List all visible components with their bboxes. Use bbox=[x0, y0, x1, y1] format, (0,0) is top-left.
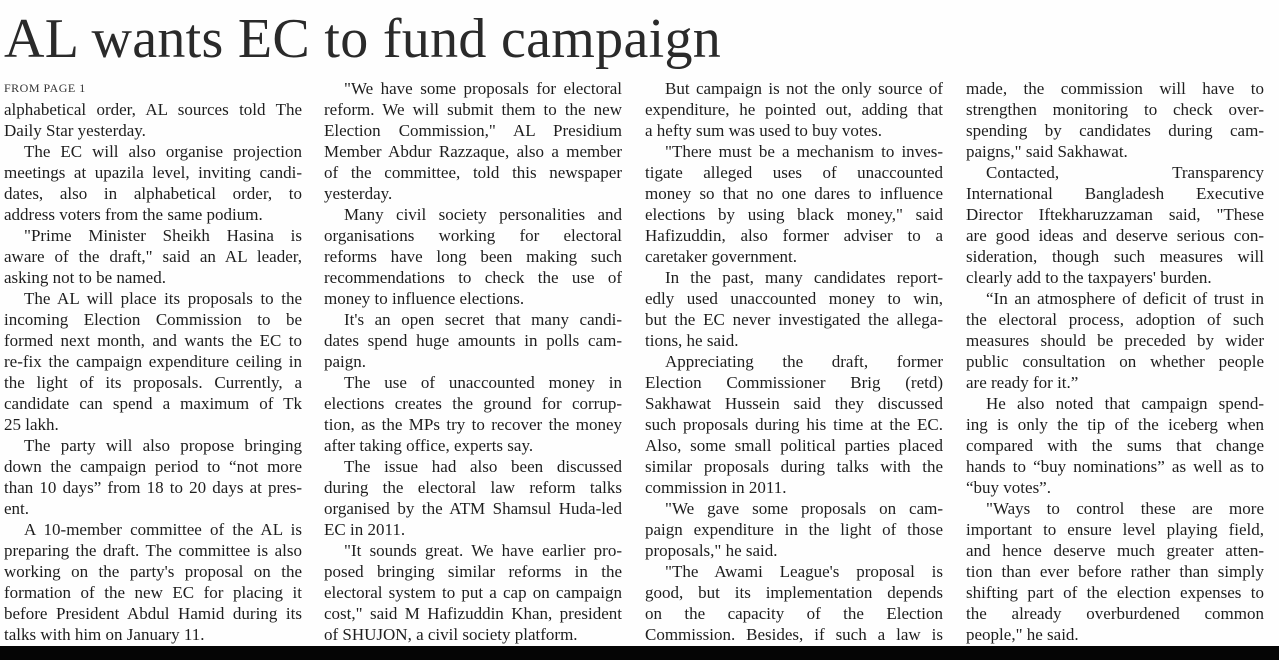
article-line: "Ways to control these are more bbox=[986, 499, 1264, 518]
article-line: paigns," said Sakhawat. bbox=[966, 142, 1128, 161]
article-line: talks with him on January 11. bbox=[4, 625, 205, 644]
article-line: paign expenditure in the light of those bbox=[645, 520, 943, 539]
article-line: elections creates the ground for corrup- bbox=[324, 394, 622, 413]
article-line: Commission. Besides, if such a law is bbox=[645, 625, 943, 644]
article-line: are ready for it.” bbox=[966, 373, 1079, 392]
article-line: He also noted that campaign spend- bbox=[986, 394, 1264, 413]
article-line: before President Abdul Hamid during its bbox=[4, 604, 302, 623]
article-line: dates, also in alphabetical order, to bbox=[4, 184, 302, 203]
article-line: shifting part of the election expenses to bbox=[966, 583, 1264, 602]
article-line: The party will also propose bringing bbox=[24, 436, 302, 455]
article-line: 25 lakh. bbox=[4, 415, 59, 434]
article-line: ing is only the tip of the iceberg when bbox=[966, 415, 1264, 434]
article-column-4 bbox=[966, 78, 1264, 646]
article-line: Member Abdur Razzaque, also a member bbox=[324, 142, 622, 161]
article-line: clearly add to the taxpayers' burden. bbox=[966, 268, 1212, 287]
article-line: the already overburdened common bbox=[966, 604, 1264, 623]
article-line: "There must be a mechanism to inves- bbox=[665, 142, 943, 161]
article-line: working on the party's proposal on the bbox=[4, 562, 302, 581]
article-line: "The Awami League's proposal is bbox=[665, 562, 943, 581]
article-line: important to ensure level playing field, bbox=[966, 520, 1264, 539]
article-line: alphabetical order, AL sources told The bbox=[4, 100, 302, 119]
article-line: elections by using black money," said bbox=[645, 205, 943, 224]
article-line: reform. We will submit them to the new bbox=[324, 100, 622, 119]
article-column-1 bbox=[4, 78, 302, 646]
article-line: such proposals during his time at the EC. bbox=[645, 415, 943, 434]
article-line: money to influence elections. bbox=[324, 289, 525, 308]
article-line: Appreciating the draft, former bbox=[665, 352, 943, 371]
article-line: tion than ever before rather than simply bbox=[966, 562, 1264, 581]
article-line: caretaker government. bbox=[645, 247, 797, 266]
article-line: of SHUJON, a civil society platform. bbox=[324, 625, 578, 644]
article-line: candidate can spend a maximum of Tk bbox=[4, 394, 302, 413]
article-line: electoral system to put a cap on campaign bbox=[324, 583, 622, 602]
article-line: than 10 days” from 18 to 20 days at pres- bbox=[4, 478, 302, 497]
article-line: public consultation on whether people bbox=[966, 352, 1264, 371]
article-line: "Prime Minister Sheikh Hasina is bbox=[24, 226, 302, 245]
article-line: The EC will also organise projection bbox=[24, 142, 302, 161]
article-line: are good ideas and deserve serious con- bbox=[966, 226, 1264, 245]
article-line: but the EC never investigated the allega- bbox=[645, 310, 943, 329]
article-line: recommendations to check the use of bbox=[324, 268, 622, 287]
article-line: after taking office, experts say. bbox=[324, 436, 534, 455]
article-line: Many civil society personalities and bbox=[344, 205, 622, 224]
article-line: sideration, though such measures will bbox=[966, 247, 1264, 266]
article-line: EC in 2011. bbox=[324, 520, 406, 539]
article-line: International Bangladesh Executive bbox=[966, 184, 1264, 203]
article-line: dates spend huge amounts in polls cam- bbox=[324, 331, 622, 350]
article-line: the light of its proposals. Currently, a bbox=[4, 373, 302, 392]
article-line: But campaign is not the only source of bbox=[665, 79, 943, 98]
article-line: Also, some small political parties placed bbox=[645, 436, 943, 455]
article-line: preparing the draft. The committee is also bbox=[4, 541, 302, 560]
column-1-text bbox=[4, 99, 302, 645]
article-line: on the capacity of the Election bbox=[645, 604, 943, 623]
article-line: down the campaign period to “not more bbox=[4, 457, 302, 476]
article-line: cost," said M Hafizuddin Khan, president bbox=[324, 604, 622, 623]
article-line: people," he said. bbox=[966, 625, 1079, 644]
article-line: hands to “buy nominations” as well as to bbox=[966, 457, 1264, 476]
article-line: ent. bbox=[4, 499, 30, 518]
article-line: tigate alleged uses of unaccounted bbox=[645, 163, 943, 182]
article-line: Hafizuddin, also former adviser to a bbox=[645, 226, 943, 245]
article-line: "We gave some proposals on cam- bbox=[665, 499, 943, 518]
article-line: organisations working for electoral bbox=[324, 226, 622, 245]
article-line: It's an open secret that many candi- bbox=[344, 310, 622, 329]
article-column-2 bbox=[324, 78, 622, 646]
article-line: paign. bbox=[324, 352, 367, 371]
article-line: compared with the sums that change bbox=[966, 436, 1264, 455]
article-line: The issue had also been discussed bbox=[344, 457, 622, 476]
article-line: money so that no one dares to influence bbox=[645, 184, 943, 203]
article-line: expenditure, he pointed out, adding that bbox=[645, 100, 943, 119]
article-line: address voters from the same podium. bbox=[4, 205, 263, 224]
article-line: Sakhawat Hussein said they discussed bbox=[645, 394, 943, 413]
scan-bottom-edge bbox=[0, 646, 1279, 660]
article-line: organised by the ATM Shamsul Huda-led bbox=[324, 499, 622, 518]
article-line: made, the commission will have to bbox=[966, 79, 1264, 98]
article-line: reforms have long been making such bbox=[324, 247, 622, 266]
article-line: formation of the new EC for placing it bbox=[4, 583, 302, 602]
article-line: "It sounds great. We have earlier pro- bbox=[344, 541, 622, 560]
article-line: spending by candidates during cam- bbox=[966, 121, 1264, 140]
article-line: asking not to be named. bbox=[4, 268, 166, 287]
article-line: tion, as the MPs try to recover the money bbox=[324, 415, 622, 434]
article-line: Daily Star yesterday. bbox=[4, 121, 146, 140]
article-line: tions, he said. bbox=[645, 331, 739, 350]
article-column-3 bbox=[645, 78, 943, 646]
article-line: proposals," he said. bbox=[645, 541, 778, 560]
article-line: Contacted, Transparency bbox=[986, 163, 1264, 182]
article-line: posed bringing similar reforms in the bbox=[324, 562, 622, 581]
article-line: “buy votes”. bbox=[966, 478, 1051, 497]
article-line: “In an atmosphere of deficit of trust in bbox=[986, 289, 1264, 308]
article-line: Director Iftekharuzzaman said, "These bbox=[966, 205, 1264, 224]
article-headline: AL wants EC to fund campaign bbox=[4, 8, 722, 70]
article-line: A 10-member committee of the AL is bbox=[24, 520, 302, 539]
article-line: measures should be preceded by wider bbox=[966, 331, 1264, 350]
article-line: commission in 2011. bbox=[645, 478, 787, 497]
article-line: the electoral process, adoption of such bbox=[966, 310, 1264, 329]
column-4-text bbox=[966, 78, 1264, 645]
article-line: The use of unaccounted money in bbox=[344, 373, 622, 392]
article-line: The AL will place its proposals to the bbox=[24, 289, 302, 308]
column-2-text bbox=[324, 78, 622, 645]
article-line: re-fix the campaign expenditure ceiling in bbox=[4, 352, 302, 371]
article-line: good, but its implementation depends bbox=[645, 583, 943, 602]
article-line: "We have some proposals for electoral bbox=[344, 79, 622, 98]
article-line: In the past, many candidates report- bbox=[665, 268, 943, 287]
article-line: a hefty sum was used to buy votes. bbox=[645, 121, 883, 140]
article-line: Election Commissioner Brig (retd) bbox=[645, 373, 943, 392]
article-line: and hence deserve much greater atten- bbox=[966, 541, 1264, 560]
article-line: similar proposals during talks with the bbox=[645, 457, 943, 476]
continuation-label: FROM PAGE 1 bbox=[4, 81, 86, 95]
article-line: aware of the draft," said an AL leader, bbox=[4, 247, 302, 266]
article-line: incoming Election Commission to be bbox=[4, 310, 302, 329]
column-3-text bbox=[645, 78, 943, 645]
article-line: Election Commission," AL Presidium bbox=[324, 121, 622, 140]
article-line: meetings at upazila level, inviting candi- bbox=[4, 163, 302, 182]
article-line: edly used unaccounted money to win, bbox=[645, 289, 943, 308]
article-line: strengthen monitoring to check over- bbox=[966, 100, 1264, 119]
article-line: formed next month, and wants the EC to bbox=[4, 331, 302, 350]
article-line: of the committee, told this newspaper bbox=[324, 163, 622, 182]
article-line: during the electoral law reform talks bbox=[324, 478, 622, 497]
article-line: yesterday. bbox=[324, 184, 393, 203]
